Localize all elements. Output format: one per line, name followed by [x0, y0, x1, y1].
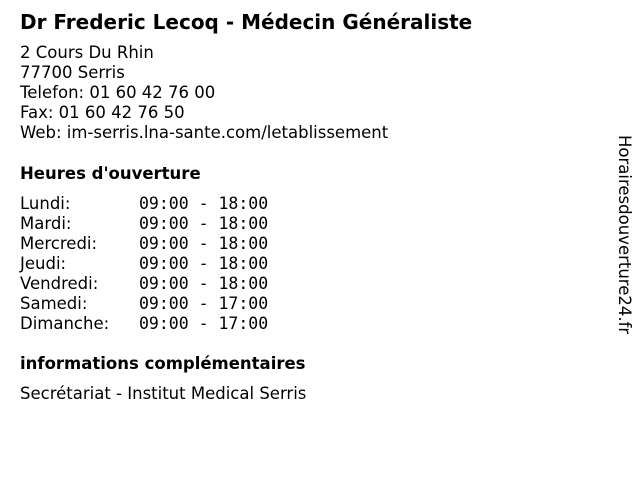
address-block: [20, 43, 388, 143]
day-hours: 09:00 - 18:00: [139, 214, 269, 233]
day-hours: 09:00 - 17:00: [139, 294, 269, 313]
day-label: Dimanche:: [20, 314, 110, 333]
site-watermark: Horairesdouverture24.fr: [615, 135, 634, 335]
day-label: Lundi:: [20, 194, 71, 213]
day-label: Vendredi:: [20, 274, 99, 293]
phone-number: Telefon: 01 60 42 76 00: [20, 83, 216, 102]
additional-info-heading: informations complémentaires: [20, 354, 306, 373]
page-title: Dr Frederic Lecoq - Médecin Généraliste: [20, 10, 473, 34]
postal-city: 77700 Serris: [20, 63, 125, 82]
day-hours: 09:00 - 18:00: [139, 274, 269, 293]
street-address: 2 Cours Du Rhin: [20, 43, 154, 62]
additional-info-text: Secrétariat - Institut Medical Serris: [20, 384, 307, 403]
day-hours: 09:00 - 18:00: [139, 254, 269, 273]
day-hours: 09:00 - 17:00: [139, 314, 269, 333]
day-label: Mardi:: [20, 214, 72, 233]
day-hours: 09:00 - 18:00: [139, 234, 269, 253]
opening-hours-heading: Heures d'ouverture: [20, 164, 201, 183]
fax-number: Fax: 01 60 42 76 50: [20, 103, 185, 122]
day-label: Samedi:: [20, 294, 88, 313]
day-hours: 09:00 - 18:00: [139, 194, 269, 213]
website: Web: im-serris.lna-sante.com/letablissement: [20, 123, 389, 142]
day-label: Jeudi:: [20, 254, 67, 273]
day-label: Mercredi:: [20, 234, 98, 253]
